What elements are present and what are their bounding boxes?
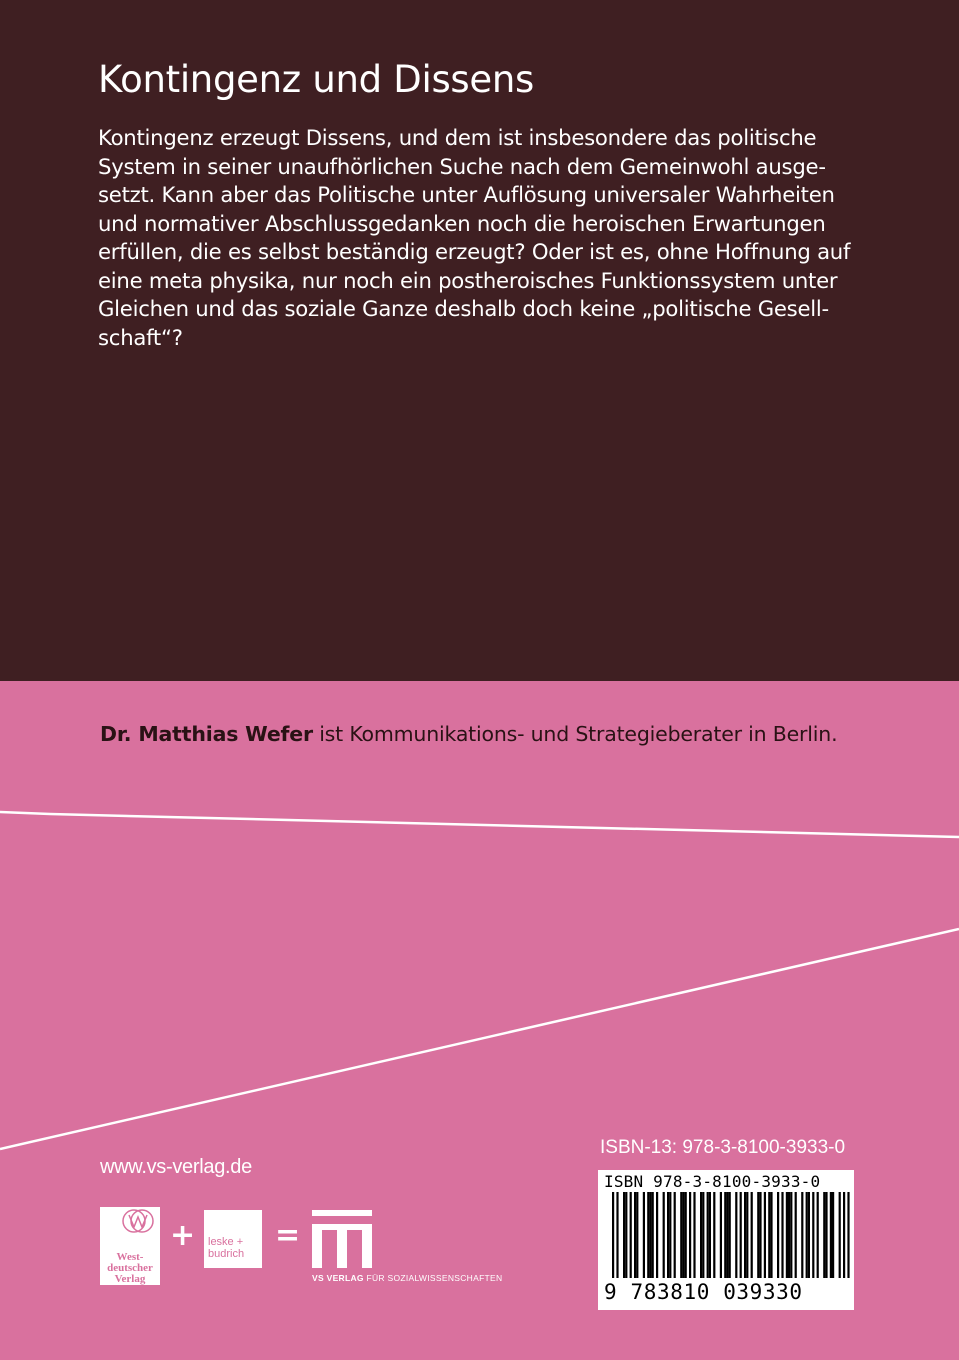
westdeutscher-emblem-icon — [100, 1207, 160, 1247]
barcode-number: 9 783810 039330 — [604, 1280, 803, 1304]
book-title: Kontingenz und Dissens — [98, 58, 534, 101]
vs-label-bold: VS VERLAG — [312, 1273, 364, 1283]
barcode — [598, 1170, 854, 1310]
vs-verlag-label — [312, 1273, 502, 1283]
description-line: und normativer Abschlussgedanken noch die heroischen Erwartungen — [98, 210, 826, 236]
description-line: System in seiner unaufhörlichen Suche nach dem Gemeinwohl ausge- — [98, 153, 826, 179]
westdeutscher-verlag-logo — [100, 1207, 160, 1285]
author-bio: ist Kommunikations- und Strategieberater in Berlin. — [312, 722, 838, 746]
equals-sign: = — [275, 1218, 301, 1253]
isbn-label: ISBN-13: 978-3-8100-3933-0 — [600, 1137, 846, 1158]
description-line: Gleichen und das soziale Ganze deshalb doch keine „politische Gesell- — [98, 296, 829, 321]
publisher-website[interactable]: www.vs-verlag.de — [100, 1156, 252, 1178]
vs-label-rest: FÜR SOZIALWISSENSCHAFTEN — [363, 1273, 503, 1283]
author-name: Dr. Matthias Wefer — [100, 722, 313, 746]
plus-sign: + — [170, 1218, 196, 1253]
description-line: erfüllen, die es selbst beständig erzeugt? Oder ist es, ohne Hoffnung auf — [98, 239, 851, 264]
description-line: setzt. Kann aber das Politische unter Auflösung universaler Wahrheiten — [98, 182, 835, 207]
description-line: schaft“? — [98, 324, 183, 350]
description-line: eine meta physika, nur noch ein postheroisches Funktionssystem unter — [98, 267, 838, 293]
leske-budrich-logo-text: leske + budrich — [208, 1236, 245, 1260]
description-line: Kontingenz erzeugt Dissens, und dem ist insbesondere das politische — [98, 125, 817, 150]
book-description — [98, 124, 868, 352]
vs-verlag-logo-icon — [312, 1210, 372, 1268]
barcode-isbn-text: ISBN 978-3-8100-3933-0 — [604, 1172, 821, 1191]
leske-budrich-logo — [204, 1210, 262, 1268]
author-note — [100, 722, 837, 746]
westdeutscher-logo-text: West- deutscher Verlag — [107, 1251, 153, 1285]
